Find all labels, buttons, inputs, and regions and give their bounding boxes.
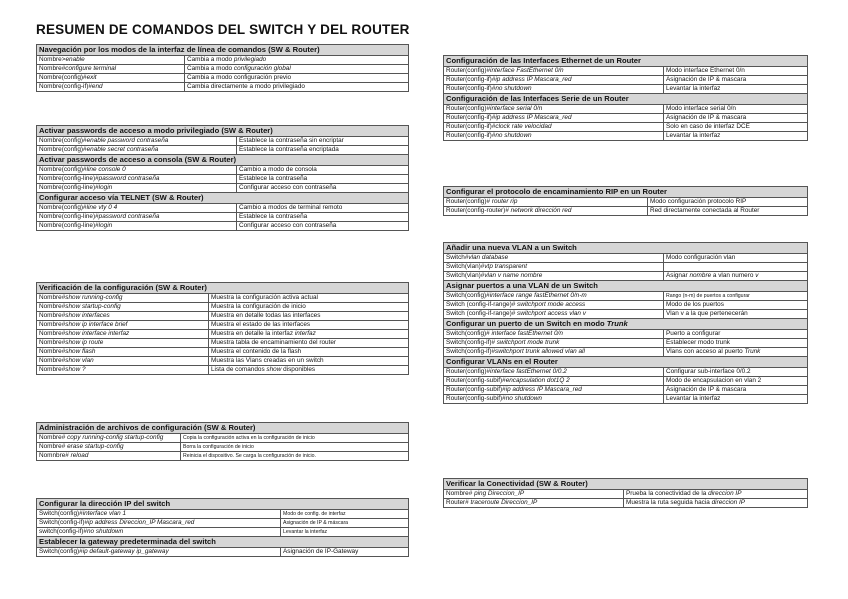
section-header: Configuración de las Interfaces Ethernet de un Router — [444, 56, 808, 67]
section-header: Añadir una nueva VLAN a un Switch — [444, 243, 808, 254]
description-cell: Muestra la configuración de inicio — [209, 303, 409, 312]
table-row — [37, 321, 409, 330]
config-files-table — [36, 422, 409, 461]
command-cell: Router(config-if)#no shutdown — [444, 85, 664, 94]
command-cell: Switch(config)#interface range fastEthernet 0/n-m — [444, 292, 664, 301]
description-cell: Asignación de IP & máscara — [281, 519, 409, 528]
description-cell: Modo configuración protocolo RIP — [648, 198, 808, 207]
command-cell: Nombre#configure terminal — [37, 65, 185, 74]
description-cell: Muestra la ruta seguida hacia direccion IP — [624, 499, 808, 508]
description-cell: Configurar acceso con contraseña — [237, 222, 409, 231]
description-cell: Puerto a configurar — [664, 330, 808, 339]
description-cell: Levantar la interfaz — [664, 85, 808, 94]
description-cell: Solo en caso de interfaz DCE — [664, 123, 808, 132]
description-cell: Rango (n-m) de puertos a configurar — [664, 292, 808, 301]
table-row — [37, 548, 409, 557]
command-cell: Nombre(config)#line console 0 — [37, 166, 237, 175]
connectivity-table — [443, 478, 808, 508]
table-row — [444, 254, 808, 263]
command-cell: Nombre#show ? — [37, 366, 209, 375]
command-cell: Router(config-if)#no shutdown — [444, 132, 664, 141]
table-row — [444, 272, 808, 281]
table-row — [444, 76, 808, 85]
section-header: Verificar la Conectividad (SW & Router) — [444, 479, 808, 490]
description-cell: Levantar la interfaz — [664, 395, 808, 404]
table-row — [37, 294, 409, 303]
command-cell: Nombre>enable — [37, 56, 185, 65]
description-cell: Red directamente conectada al Router — [648, 207, 808, 216]
command-cell: Switch(config)#ip default-gateway ip_gateway — [37, 548, 281, 557]
table-row — [444, 292, 808, 301]
description-cell: Modo de los puertos — [664, 301, 808, 310]
command-cell: Switch(config-if)# switchport mode trunk — [444, 339, 664, 348]
description-cell: Vlans con acceso al puerto Trunk — [664, 348, 808, 357]
description-cell: Muestra la configuración activa actual — [209, 294, 409, 303]
description-cell: Asignación de IP & mascara — [664, 114, 808, 123]
command-cell: Nombre(config)#enable secret contraseña — [37, 146, 237, 155]
command-cell: Router(config-subif)#encapsulation dot1Q 2 — [444, 377, 664, 386]
command-cell: Nombre# erase startup-config — [37, 443, 181, 452]
description-cell: Configurar acceso con contraseña — [237, 184, 409, 193]
table-row — [37, 510, 409, 519]
command-cell: Nombre(config)#line vty 0 4 — [37, 204, 237, 213]
command-cell: Switch (config-if-range)# switchport access vlan v — [444, 310, 664, 319]
command-cell: Router(config)#interface serial 0/n — [444, 105, 664, 114]
command-cell: Nombre#show running-config — [37, 294, 209, 303]
description-cell: Establece la contraseña encriptada — [237, 146, 409, 155]
description-cell: Levantar la interfaz — [281, 528, 409, 537]
description-cell: Modo configuración vlan — [664, 254, 808, 263]
description-cell: Modo interface Ethernet 0/n — [664, 67, 808, 76]
command-cell: Nombre#show flash — [37, 348, 209, 357]
description-cell: Establece la contraseña sin encriptar — [237, 137, 409, 146]
description-cell: Copia la configuración activa en la configuración de inicio — [181, 434, 409, 443]
description-cell — [664, 263, 808, 272]
description-cell: Muestra el estado de las interfaces — [209, 321, 409, 330]
description-cell: Muestra tabla de encaminamiento del router — [209, 339, 409, 348]
command-cell: Switch#vlan database — [444, 254, 664, 263]
table-row — [37, 357, 409, 366]
command-cell: Nombre(config-line)#password contraseña — [37, 213, 237, 222]
switch-ip-table — [36, 498, 409, 557]
passwords-table — [36, 125, 409, 231]
description-cell: Cambio a modos de terminal remoto — [237, 204, 409, 213]
section-header: Configurar VLANs en el Router — [444, 357, 808, 368]
command-cell: Router(config-if)#ip address IP Mascara_red — [444, 76, 664, 85]
command-cell: Router(config)# router rip — [444, 198, 648, 207]
description-cell: Prueba la conectividad de la direccion IP — [624, 490, 808, 499]
description-cell: Muestra en detalle todas las interfaces — [209, 312, 409, 321]
command-cell: Nombre(config-line)#login — [37, 222, 237, 231]
command-cell: Switch(config)#interface vlan 1 — [37, 510, 281, 519]
command-cell: Nombre(config-if)#end — [37, 83, 185, 92]
table-row — [444, 263, 808, 272]
table-row — [37, 204, 409, 213]
command-cell: Nombre# copy running-config startup-config — [37, 434, 181, 443]
table-row — [444, 207, 808, 216]
description-cell: Asignar nombre a vlan numero v — [664, 272, 808, 281]
verify-table — [36, 282, 409, 375]
table-row — [37, 312, 409, 321]
table-row — [37, 184, 409, 193]
description-cell: Modo interface serial 0/n — [664, 105, 808, 114]
command-cell: switch(config-if)#no shutdown — [37, 528, 281, 537]
table-row — [37, 528, 409, 537]
section-header: Verificación de la configuración (SW & Router) — [37, 283, 409, 294]
section-header: Configurar el protocolo de encaminamiento RIP en un Router — [444, 187, 808, 198]
section-header: Activar passwords de acceso a consola (SW & Router) — [37, 155, 409, 166]
router-interfaces-table — [443, 55, 808, 141]
rip-table — [443, 186, 808, 216]
table-row — [37, 366, 409, 375]
table-row — [37, 56, 409, 65]
table-row — [37, 65, 409, 74]
command-cell: Router(config-router)# network dirección red — [444, 207, 648, 216]
description-cell: Levantar la interfaz — [664, 132, 808, 141]
table-row — [444, 499, 808, 508]
table-row — [444, 198, 808, 207]
table-row — [444, 368, 808, 377]
command-cell: Nombre#show startup-config — [37, 303, 209, 312]
section-header: Activar passwords de acceso a modo privilegiado (SW & Router) — [37, 126, 409, 137]
table-row — [444, 395, 808, 404]
command-cell: Router# traceroute Direccion_IP — [444, 499, 624, 508]
table-row — [444, 301, 808, 310]
description-cell: Establecer modo trunk — [664, 339, 808, 348]
table-row — [444, 114, 808, 123]
description-cell: Cambia a modo privilegiado — [185, 56, 409, 65]
description-cell: Configurar sub-interface 0/0.2 — [664, 368, 808, 377]
table-row — [37, 83, 409, 92]
table-row — [444, 132, 808, 141]
description-cell: Modo de encapsulacion en vlan 2 — [664, 377, 808, 386]
description-cell: Muestra en detalle la interfaz interfaz — [209, 330, 409, 339]
command-cell: Router(config-if)#clock rate velocidad — [444, 123, 664, 132]
section-header: Configurar un puerto de un Switch en modo Trunk — [444, 319, 808, 330]
command-cell: Nombre(config)#enable password contraseña — [37, 137, 237, 146]
command-cell: Nomnbre# reload — [37, 452, 181, 461]
description-cell: Asignación de IP-Gateway — [281, 548, 409, 557]
table-row — [444, 85, 808, 94]
table-row — [444, 348, 808, 357]
table-row — [444, 310, 808, 319]
table-row — [37, 339, 409, 348]
table-row — [444, 67, 808, 76]
table-row — [37, 452, 409, 461]
table-row — [37, 146, 409, 155]
command-cell: Router(config-subif)#ip address IP Mascara_red — [444, 386, 664, 395]
section-header: Configurar la dirección IP del switch — [37, 499, 409, 510]
table-row — [37, 175, 409, 184]
table-row — [37, 166, 409, 175]
description-cell: Borra la configuración de inicio — [181, 443, 409, 452]
table-row — [37, 303, 409, 312]
description-cell: Establece la contraseña — [237, 213, 409, 222]
nav-modes-table — [36, 44, 409, 92]
description-cell: Reinicia el dispositivo. Se carga la configuración de inicio. — [181, 452, 409, 461]
table-row — [444, 386, 808, 395]
description-cell: Muestra las Vlans creadas en un switch — [209, 357, 409, 366]
command-cell: Switch(vlan)#vtp transparent — [444, 263, 664, 272]
page-title: RESUMEN DE COMANDOS DEL SWITCH Y DEL ROUTER — [36, 22, 410, 37]
command-cell: Nombre(config-line)#password contraseña — [37, 175, 237, 184]
description-cell: Cambia directamente a modo privilegiado — [185, 83, 409, 92]
section-header: Configurar acceso vía TELNET (SW & Router) — [37, 193, 409, 204]
table-row — [444, 377, 808, 386]
command-cell: Switch(config)# interface fastEthernet 0/n — [444, 330, 664, 339]
section-header: Establecer la gateway predeterminada del switch — [37, 537, 409, 548]
section-header: Navegación por los modos de la interfaz de línea de comandos (SW & Router) — [37, 45, 409, 56]
command-cell: Nombre#show vlan — [37, 357, 209, 366]
description-cell: Asignación de IP & mascara — [664, 76, 808, 85]
command-cell: Nombre#show ip interface brief — [37, 321, 209, 330]
description-cell: Lista de comandos show disponibles — [209, 366, 409, 375]
command-cell: Switch(config-if)#ip address Direccion_IP Mascara_red — [37, 519, 281, 528]
table-row — [37, 74, 409, 83]
table-row — [37, 434, 409, 443]
table-row — [444, 105, 808, 114]
description-cell: Asignación de IP & mascara — [664, 386, 808, 395]
command-cell: Nombre(config-line)#login — [37, 184, 237, 193]
section-header: Configuración de las Interfaces Serie de un Router — [444, 94, 808, 105]
description-cell: Cambia a modo configuración global — [185, 65, 409, 74]
command-cell: Nombre#show interfaces — [37, 312, 209, 321]
table-row — [444, 330, 808, 339]
table-row — [37, 519, 409, 528]
section-header: Administración de archivos de configuración (SW & Router) — [37, 423, 409, 434]
table-row — [37, 213, 409, 222]
command-cell: Switch(config-if)#switchport trunk allowed vlan all — [444, 348, 664, 357]
table-row — [37, 443, 409, 452]
table-row — [444, 123, 808, 132]
description-cell: Cambio a modo de consola — [237, 166, 409, 175]
command-cell: Router(config-if)#ip address IP Mascara_red — [444, 114, 664, 123]
command-cell: Nombre#show ip route — [37, 339, 209, 348]
command-cell: Switch (config-if-range)# switchport mode access — [444, 301, 664, 310]
command-cell: Nombre#show interface interfaz — [37, 330, 209, 339]
table-row — [37, 222, 409, 231]
description-cell: Muestra el contenido de la flash — [209, 348, 409, 357]
table-row — [37, 348, 409, 357]
table-row — [37, 330, 409, 339]
command-cell: Nombre(config)#exit — [37, 74, 185, 83]
table-row — [444, 490, 808, 499]
command-cell: Router(config)#interface FastEthernet 0/n — [444, 67, 664, 76]
command-cell: Router(config)#interface fastEthernet 0/0.2 — [444, 368, 664, 377]
command-cell: Router(config-subif)#no shutdown — [444, 395, 664, 404]
table-row — [444, 339, 808, 348]
description-cell: Vlan v a la que pertenecerán — [664, 310, 808, 319]
command-cell: Nombre# ping Direccion_IP — [444, 490, 624, 499]
table-row — [37, 137, 409, 146]
description-cell: Modo de config. de interfaz — [281, 510, 409, 519]
description-cell: Establece la contraseña — [237, 175, 409, 184]
description-cell: Cambia a modo configuración previo — [185, 74, 409, 83]
section-header: Asignar puertos a una VLAN de un Switch — [444, 281, 808, 292]
command-cell: Switch(vlan)#vlan v name nombre — [444, 272, 664, 281]
vlan-table — [443, 242, 808, 404]
